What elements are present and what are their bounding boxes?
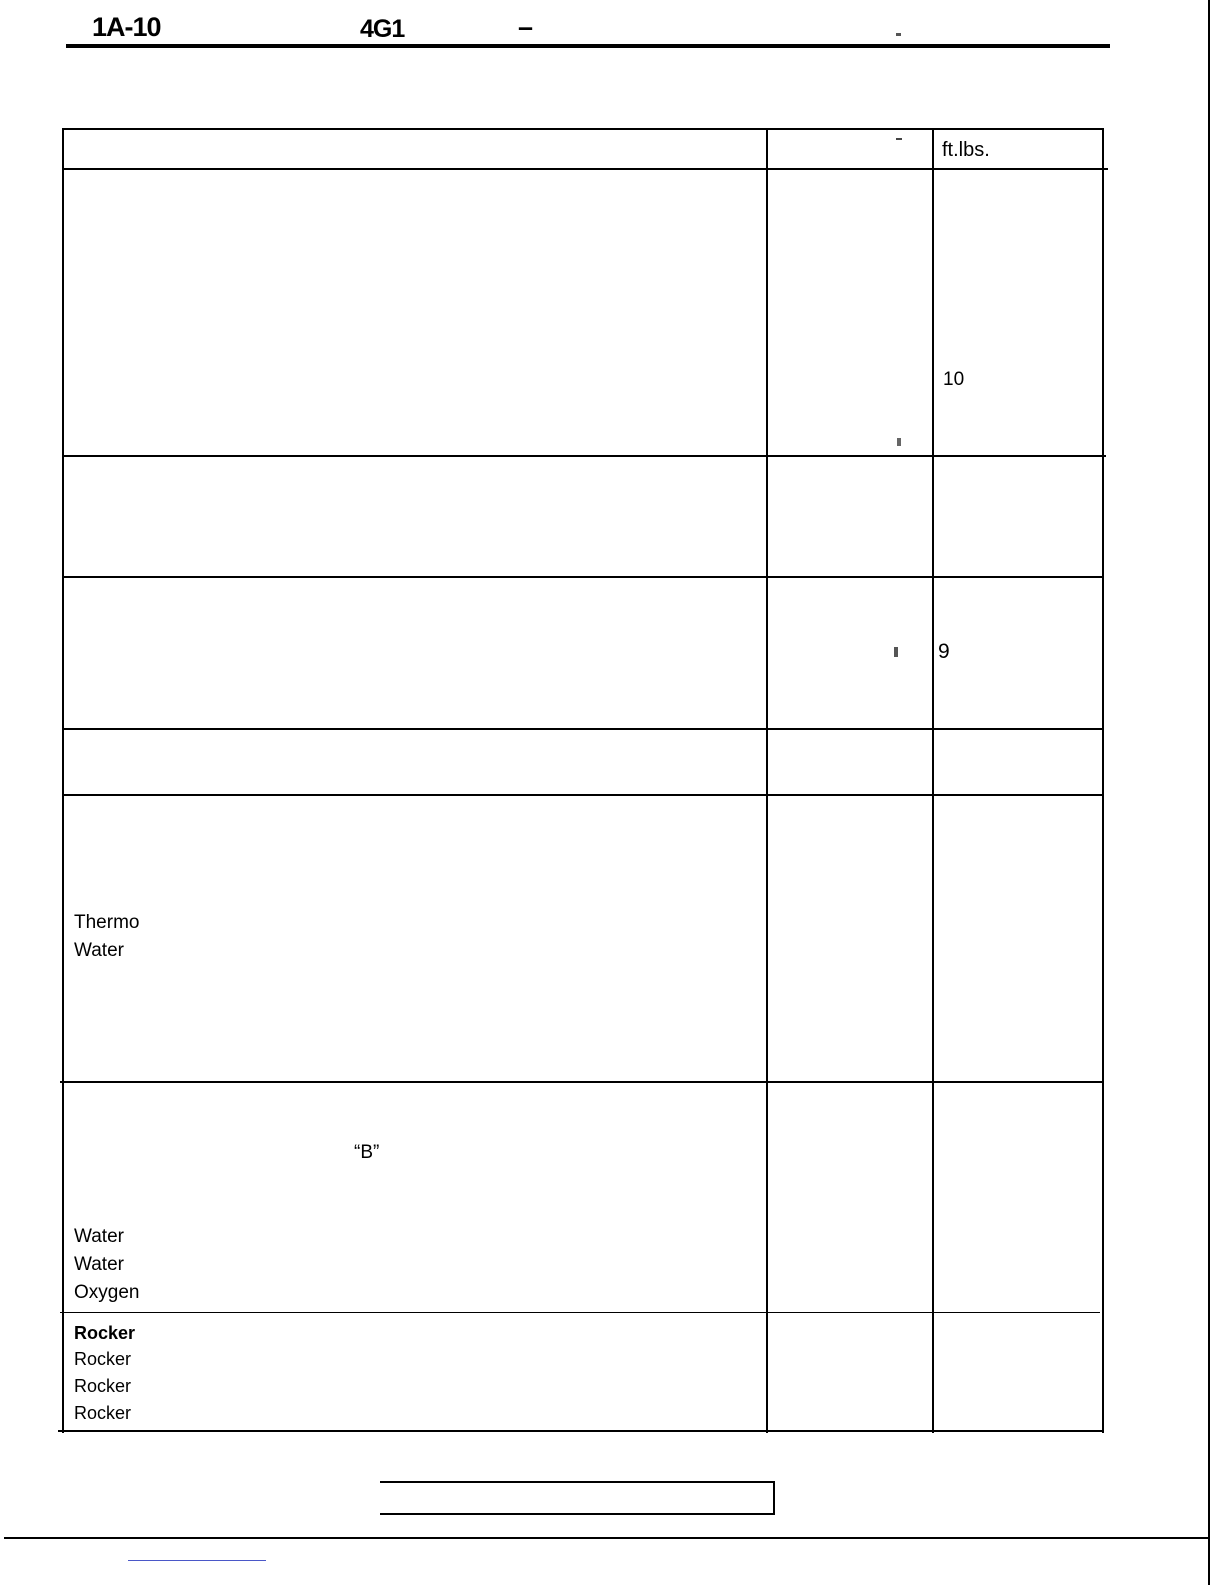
table-left-border — [62, 128, 64, 1433]
bottom-link-underline — [128, 1560, 266, 1561]
row-rule-6 — [60, 1312, 1100, 1313]
row6-label-oxygen: Oxygen — [74, 1282, 140, 1303]
row7-label-rocker-3: Rocker — [74, 1376, 132, 1396]
scan-speck — [896, 138, 902, 140]
bottom-rule — [4, 1537, 1210, 1539]
engine-code: 4G1 — [360, 15, 405, 43]
row-rule-2 — [62, 576, 1104, 578]
row6-label-water-2: Water — [74, 1254, 124, 1275]
table-bottom-border — [58, 1430, 1104, 1432]
header-dash: – — [518, 12, 533, 42]
row7-label-rocker-2: Rocker — [74, 1349, 132, 1369]
row6-quoted-b: “B” — [354, 1142, 380, 1163]
row7-label-rocker-4: Rocker — [74, 1403, 132, 1423]
scan-speck — [897, 438, 901, 446]
header-row-rule — [62, 168, 1108, 170]
row-rule-1 — [62, 455, 1106, 457]
column-divider-1 — [766, 128, 768, 1433]
row-rule-4 — [62, 794, 1104, 796]
row-rule-3 — [62, 728, 1104, 730]
row7-label-rocker-1: Rocker — [74, 1323, 136, 1343]
table-top-border — [62, 128, 1104, 130]
row-rule-5 — [60, 1081, 1104, 1083]
page-edge-line — [1208, 0, 1210, 1585]
row5-label-water: Water — [74, 940, 124, 961]
footer-box-bottom — [380, 1513, 775, 1515]
footer-box-right — [773, 1481, 775, 1515]
scan-speck — [896, 33, 901, 36]
table-right-border — [1102, 128, 1104, 1433]
footer-box-top — [380, 1481, 775, 1483]
unit-header-ftlbs: ft.lbs. — [942, 139, 990, 161]
page-number: 1A-10 — [92, 12, 161, 42]
row3-ftlbs-value: 9 — [938, 640, 950, 663]
row6-label-water-1: Water — [74, 1226, 124, 1247]
header-rule — [66, 44, 1110, 48]
column-divider-2 — [932, 128, 934, 1433]
row1-ftlbs-value: 10 — [943, 369, 965, 390]
row5-label-thermo: Thermo — [74, 912, 140, 933]
scan-speck — [894, 647, 898, 657]
